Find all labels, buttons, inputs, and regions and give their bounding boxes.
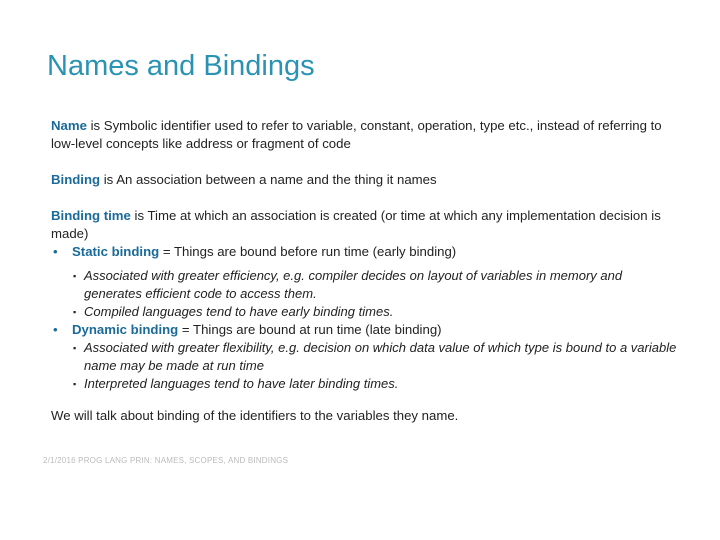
- term: Name: [51, 118, 87, 133]
- sub-item-text: Interpreted languages tend to have later binding times.: [84, 376, 399, 391]
- bullet: ▪: [73, 307, 77, 317]
- term: Binding time: [51, 208, 131, 223]
- slide-body: [51, 117, 681, 425]
- sub-item-text: name may be made at run time: [84, 358, 264, 373]
- binding-time-definition: [51, 207, 681, 243]
- sub-item: [51, 267, 681, 303]
- slide-title: Names and Bindings: [47, 50, 315, 82]
- sub-item: [51, 339, 681, 357]
- name-definition: [51, 117, 681, 153]
- closing-text: We will talk about binding of the identifiers to the variables they name.: [51, 408, 459, 423]
- sub-item-text: Associated with greater efficiency, e.g. compiler decides on layout of variables in memory and generates efficient code to access them.: [84, 268, 623, 301]
- sub-item-text: Compiled languages tend to have early binding times.: [84, 304, 394, 319]
- term: Dynamic binding: [72, 322, 179, 337]
- definition-text: is An association between a name and the thing it names: [100, 172, 437, 187]
- binding-definition: [51, 171, 681, 189]
- bullet: ▪: [73, 343, 77, 353]
- sub-item: [51, 303, 681, 321]
- sub-item-continuation: [51, 357, 681, 375]
- bullet: •: [53, 322, 58, 337]
- term: Binding: [51, 172, 101, 187]
- dynamic-binding-item: [51, 321, 681, 339]
- definition-text: is Time at which an association is created (or time at which any implementation decision is made): [51, 208, 661, 241]
- bullet: •: [53, 244, 58, 259]
- item-text: = Things are bound at run time (late binding): [178, 322, 442, 337]
- definition-text: is Symbolic identifier used to refer to variable, constant, operation, type etc., instead of referring to low-level concepts like address or fragment of code: [51, 118, 662, 151]
- bullet: ▪: [73, 271, 77, 281]
- sub-item: [51, 375, 681, 393]
- footer: 2/1/2016 PROG LANG PRIN: NAMES, SCOPES, AND BINDINGS: [43, 456, 289, 465]
- sub-item-text: Associated with greater flexibility, e.g. decision on which data value of which type is bound to a variable: [84, 340, 677, 355]
- item-text: = Things are bound before run time (early binding): [159, 244, 457, 259]
- bullet: ▪: [73, 379, 77, 389]
- term: Static binding: [72, 244, 160, 259]
- static-binding-item: [51, 243, 681, 261]
